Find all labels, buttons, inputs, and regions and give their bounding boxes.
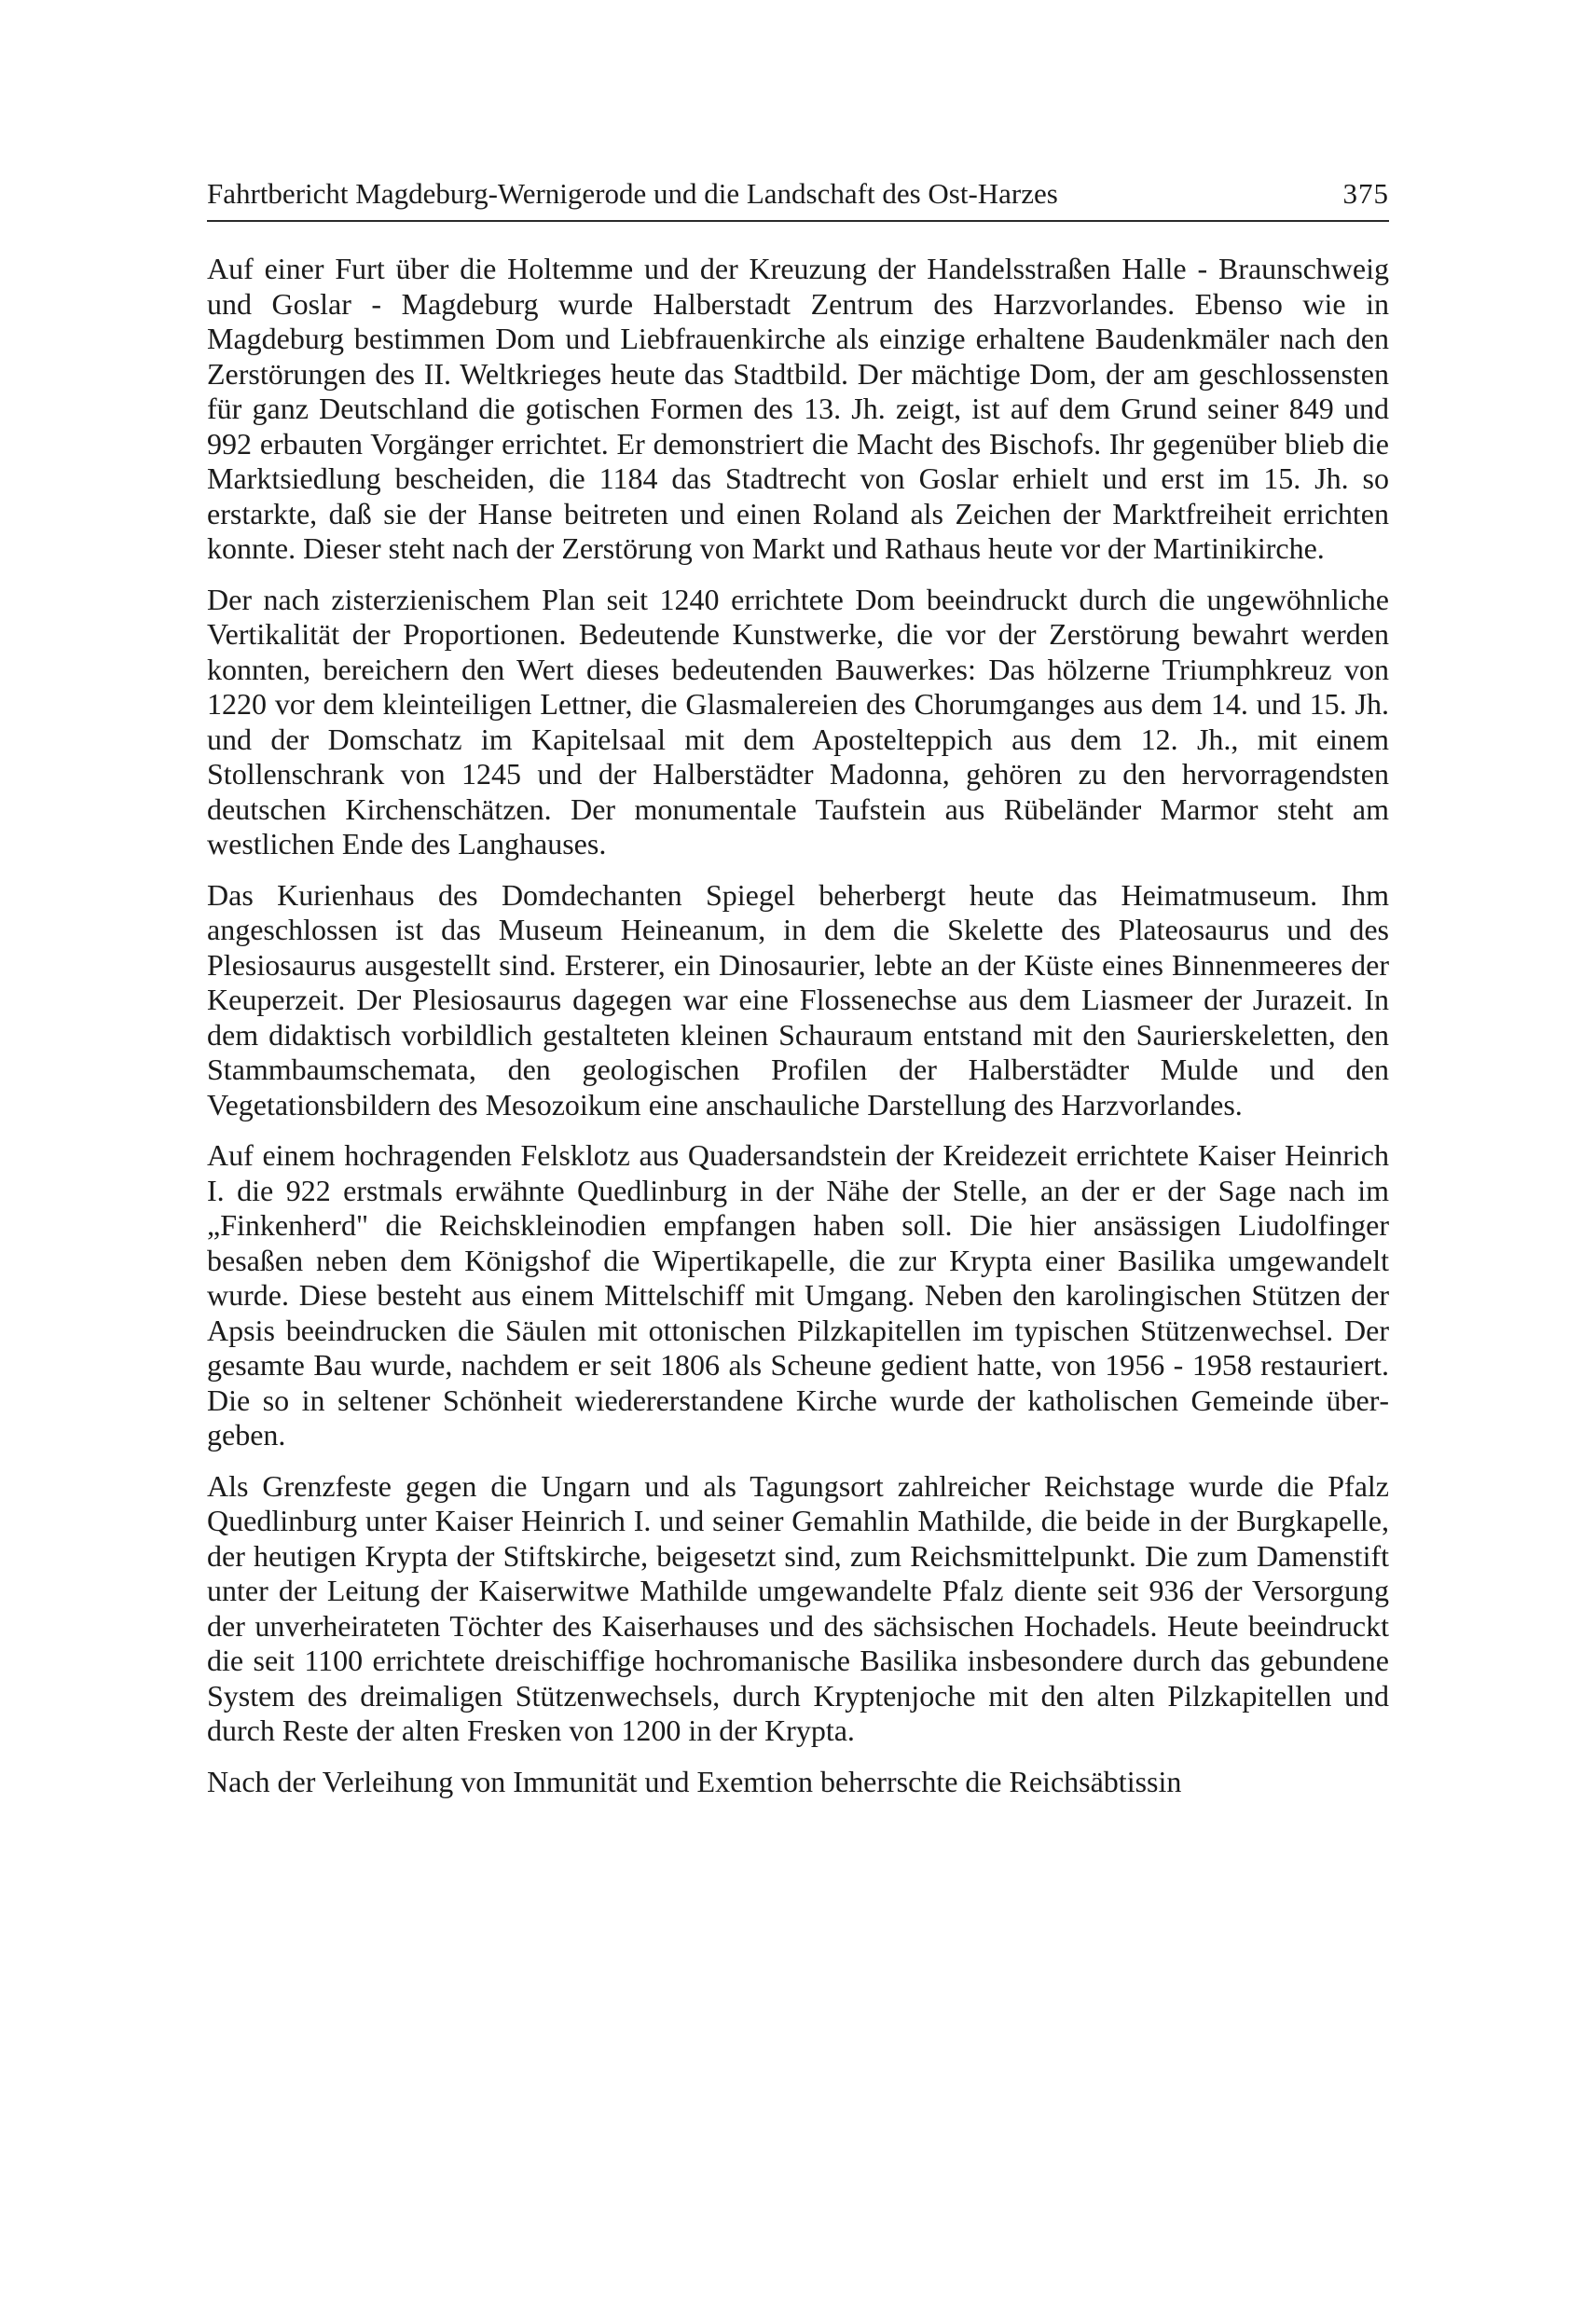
- paragraph-dom: Der nach zisterzienischem Plan seit 1240 errichtete Dom beeindruckt durch die ungewöhnliche Vertikalität der Proportionen. Bedeutende Kunstwerke, die vor der Zerstörung bewahrt werden konnten, bereichern den Wert dieses bedeutenden Bauwerkes: Das hölzerne Triumphkreuz von 1220 vor dem kleinteiligen Lettner, die Glasmalereien des Chorumganges aus dem 14. und 15. Jh. und der Domschatz im Kapitelsaal mit dem Apostelteppich aus dem 12. Jh., mit einem Stollenschrank von 1245 und der Halberstädter Madonna, gehören zu den hervorragendsten deutschen Kirchenschätzen. Der monumentale Taufstein aus Rübeländer Marmor steht am westlichen Ende des Langhauses.: [207, 582, 1389, 860]
- body-text: [207, 252, 1389, 1799]
- document-page: [207, 168, 1389, 1799]
- paragraph-reichsaebtissin: Nach der Verleihung von Immunität und Exemtion beherrschte die Reichsäbtissin: [207, 1764, 1182, 1798]
- paragraph-quedlinburg-burg: Auf einem hochragenden Felsklotz aus Quadersandstein der Kreidezeit errichtete Kaiser Heinrich I. die 922 erstmals erwähnte Quedlinburg in der Nähe der Stelle, an der er der Sage nach im „Finkenherd" die Reichskleinodien empfangen haben soll. Die hier ansässigen Liudolfinger besaßen neben dem Königshof die Wipertikapelle, die zur Krypta einer Basilika umgewandelt wurde. Diese besteht aus einem Mittelschiff mit Umgang. Neben den karolingischen Stützen der Apsis beeindrucken die Säulen mit ottonischen Pilzkapitellen im typischen Stützenwechsel. Der gesamte Bau wurde, nachdem er seit 1806 als Scheune gedient hatte, von 1956 - 1958 restauriert. Die so in seltener Schönheit wiedererstandene Kirche wurde der katholischen Gemeinde übergeben.: [207, 1138, 1389, 1452]
- running-title: Fahrtbericht Magdeburg-Wernigerode und die Landschaft des Ost-Harzes: [207, 177, 1058, 210]
- running-header: [207, 168, 1389, 222]
- paragraph-heineanum: Das Kurienhaus des Domdechanten Spiegel beherbergt heute das Heimatmuseum. Ihm angeschlossen ist das Museum Heineanum, in dem die Skelette des Plateosaurus und des Plesiosaurus ausgestellt sind. Ersterer, ein Dinosaurier, lebte an der Küste eines Binnenmeeres der Keuperzeit. Der Plesiosaurus dagegen war eine Flossenechse aus dem Liasmeer der Jurazeit. In dem didaktisch vorbildlich gestalteten kleinen Schauraum entstand mit den Saurierskeletten, den Stammbaumschemata, den geologischen Profilen der Halberstädter Mulde und den Vegetationsbildern des Mesozoikum eine anschauliche Darstellung des Harzvorlandes.: [207, 877, 1389, 1122]
- paragraph-halberstadt: Auf einer Furt über die Holtemme und der Kreuzung der Handelsstraßen Halle - Braunschweig und Goslar - Magdeburg wurde Halberstadt Zentrum des Harzvorlandes. Ebenso wie in Magdeburg bestimmen Dom und Liebfrauenkirche als einzige erhaltene Baudenkmäler nach den Zerstörungen des II. Weltkrieges heute das Stadtbild. Der mächtige Dom, der am geschlossensten für ganz Deutschland die gotischen Formen des 13. Jh. zeigt, ist auf dem Grund seiner 849 und 992 erbauten Vorgänger errichtet. Er demonstriert die Macht des Bischofs. Ihr gegenüber blieb die Marktsiedlung bescheiden, die 1184 das Stadtrecht von Goslar erhielt und erst im 15. Jh. so erstarkte, daß sie der Hanse beitreten und einen Roland als Zeichen der Marktfreiheit errichten konnte. Dieser steht nach der Zerstörung von Markt und Rathaus heute vor der Martinikirche.: [207, 252, 1389, 565]
- paragraph-pfalz-quedlinburg: Als Grenzfeste gegen die Ungarn und als Tagungsort zahlreicher Reichstage wurde die Pfalz Quedlinburg unter Kaiser Heinrich I. und seiner Gemahlin Mathilde, die beide in der Burgkapelle, der heutigen Krypta der Stiftskirche, beigesetzt sind, zum Reichsmittelpunkt. Die zum Damenstift unter der Leitung der Kaiserwitwe Mathilde umgewandelte Pfalz diente seit 936 der Versorgung der unverheirateten Töchter des Kaiserhauses und des sächsischen Hochadels. Heute beeindruckt die seit 1100 errichtete dreischiffige hochromanische Basilika insbesondere durch das gebundene System des dreimaligen Stützenwechsels, durch Kryptenjoche mit den alten Pilzkapitellen und durch Reste der alten Fresken von 1200 in der Krypta.: [207, 1468, 1389, 1747]
- page-number: 375: [1342, 177, 1389, 210]
